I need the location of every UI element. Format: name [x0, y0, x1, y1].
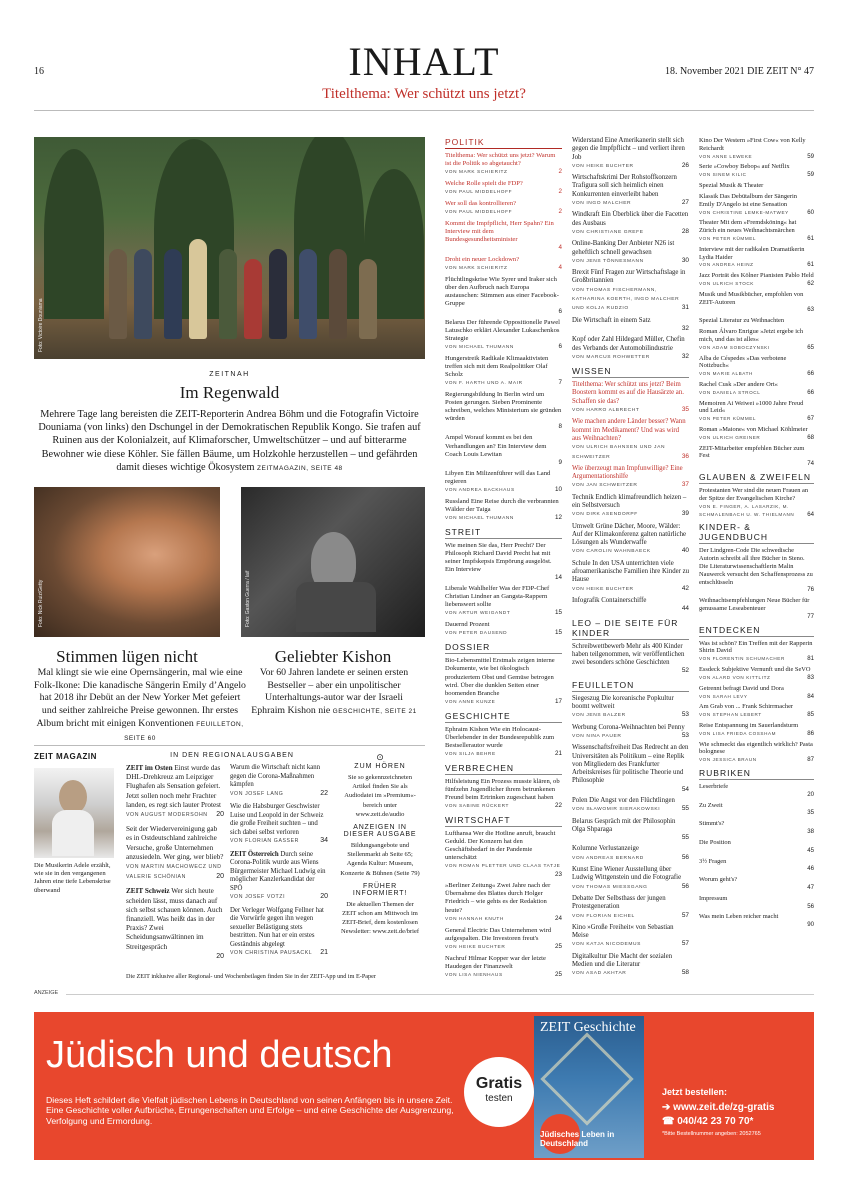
story-right-headline[interactable]: Geliebter Kishon: [274, 647, 392, 666]
phone-icon: ☎: [662, 1116, 675, 1127]
toc-section-heading: ENTDECKEN: [699, 625, 814, 637]
toc-entry[interactable]: Libyen Ein Milizenführer will das Land regieren VON ANDREA BACKHAUS 10: [445, 469, 562, 493]
toc-entry[interactable]: Widerstand Eine Amerikanerin stellt sich gegen die Impfpflicht – und verliert ihren Job VON HEIKE BUCHTER 26: [572, 137, 689, 169]
toc-entry[interactable]: Kino »Große Freiheit« von Sebastian Meise VON KATJA NICODEMUS 57: [572, 923, 689, 948]
ad-title: Jüdisch und deutsch: [46, 1034, 393, 1076]
toc-entry[interactable]: Siegeszug Die koreanische Popkultur boomt weltweit VON JENS BALZER 53: [572, 694, 689, 719]
toc-entry[interactable]: Flüchtlingskrise Wie Syrer und Iraker sich über den Aufbruch nach Europa austauschen: Stimmen aus einer Facebook-Gruppe 6: [445, 275, 562, 315]
ad-text: Dieses Heft schildert die Vielfalt jüdischen Lebens in Deutschland von seinen Anfängen bis in unsere Zeit. Eine Geschichte voller Aufbrüche, Errungenschaften und Erfolge – und eine Geschichte der Ausgrenzung, Verfolgung und Ermordung.: [46, 1095, 454, 1126]
toc-entry[interactable]: Am Grab von ... Frank Schirrmacher VON STEPHAN LEBERT 85: [699, 703, 814, 719]
toc-entry[interactable]: Spezial Literatur zu Weihnachten: [699, 317, 785, 325]
order-url[interactable]: ➔ www.zeit.de/zg-gratis: [662, 1102, 775, 1113]
toc-entry[interactable]: Roman »Maione« von Michael Köhlmeier VON ULRICH GREINER 68: [699, 426, 814, 441]
toc-entry[interactable]: Technik Endlich klimafreundlich heizen – ein Selbstversuch VON DIRK ASENDORPF 39: [572, 493, 689, 518]
toc-entry[interactable]: Wie schmeckt das eigentlich wirklich? Pasta bolognese VON JESSICA BRAUN 87: [699, 740, 814, 764]
toc-entry[interactable]: Theater Mit dem »Fremdsköning« hat Zürich ein neues Weihnachtsmärchen VON PETER KÜMMEL 61: [699, 219, 814, 242]
toc-entry[interactable]: Russland Eine Reise durch die verbrannten Wälder der Taiga VON MICHAEL THUMANN 12: [445, 497, 562, 521]
regional-col1: [126, 764, 224, 966]
toc-section-heading: LEO – DIE SEITE FÜR KINDER: [572, 618, 689, 640]
toc-section-heading: GLAUBEN & ZWEIFELN: [699, 472, 814, 484]
toc-section-heading: DOSSIER: [445, 642, 562, 654]
toc-entry[interactable]: Serie »Cowboy Bebop« auf Netflix VON SINEM KILIC 59: [699, 163, 814, 179]
regional-col2: [230, 764, 328, 963]
toc-entry[interactable]: Online-Banking Der Anbieter N26 ist geheftlich schnell gewachsen VON JENS TÖNNESMANN 30: [572, 240, 689, 264]
toc-entry[interactable]: Was mein Leben reicher macht 90: [699, 913, 814, 929]
toc-entry[interactable]: Werbung Corona-Weihnachten bei Penny VON NINA PAUER 53: [572, 723, 689, 739]
toc-entry[interactable]: Schreibwettbewerb Mehr als 400 Kinder haben teilgenommen, wir veröffentlichen zwei besonders schöne Geschichten 52: [572, 642, 689, 675]
page-title: INHALT: [348, 39, 500, 84]
toc-section-heading: RUBRIKEN: [699, 768, 814, 780]
page-number: 16: [34, 66, 44, 77]
toc-entry[interactable]: ZEIT-Mitarbeiter empfehlen Bücher zum Fest 74: [699, 444, 814, 468]
toc-entry[interactable]: Kommt die Impfpflicht, Herr Spahn? Ein Interview mit dem Bundesgesundheitsminister 4: [445, 220, 562, 252]
toc-section-heading: GESCHICHTE: [445, 711, 562, 723]
toc-entry[interactable]: Spezial Musik & Theater: [699, 182, 764, 190]
photo-credit: Foto: Victoire Douniama: [38, 298, 44, 352]
order-phone[interactable]: ☎ 040/42 23 70 70*: [662, 1116, 754, 1127]
toc-entry[interactable]: Bio-Lebensmittel Erstmals zeigen interne Dokumente, wie bei ökologisch produziertem Obst und Gemüse betrogen wird. Über die dunklen Seiten einer boomenden Branche VON ANNE KUNZE 17: [445, 657, 562, 705]
toc-section-heading: WIRTSCHAFT: [445, 815, 562, 827]
toc-entry[interactable]: Der Lindgren-Code Die schwedische Autorin schreibt all ihre Bücher in Steno. Die Literaturwissenschaftlerin Malin Nauwerck versucht den Schaffensprozess zu entschlüsseln 76: [699, 547, 814, 594]
toc-entry[interactable]: Wirtschaftskrimi Der Rohstoffkonzern Trafigura soll sich heimlich einen Konkurrenten einverleibt haben VON INGO MALCHER 27: [572, 174, 689, 207]
toc-entry[interactable]: Wer soll das kontrollieren? VON PAUL MIDDELHOFF 2: [445, 200, 562, 216]
toc-entry[interactable]: Klassik Das Debütalbum der Sängerin Emily D'Angelo ist eine Sensation VON CHRISTINE LEMKE-MATWEY 60: [699, 192, 814, 216]
toc-entry[interactable]: Liberale Wahlhelfer Was der FDP-Chef Christian Lindner an Gangsta-Rappern liebenswert sollte VON ARTUR WEIGANDT 15: [445, 585, 562, 617]
toc-entry[interactable]: Worum geht's? 47: [699, 876, 814, 891]
toc-entry[interactable]: Regierungsbildung In Berlin wird um Posten gerungen. Sieben Prominente schreiben, welches Ministerium sie gründen würden 8: [445, 391, 562, 431]
toc-entry[interactable]: Die Wirtschaft in einem Satz 32: [572, 316, 689, 332]
toc-section-heading: VERBRECHEN: [445, 763, 562, 775]
section-rule: [34, 745, 425, 746]
order-box[interactable]: Jetzt bestellen: ➔ www.zeit.de/zg-gratis ☎ 040/42 23 70 70* *Bitte Bestellnummer angeben: 2052765: [662, 1087, 775, 1137]
toc-column-1: [445, 137, 562, 983]
toc-entry[interactable]: Leserbriefe 20: [699, 783, 814, 798]
story-right-lead: Vor 60 Jahren landete er seinen ersten Bestseller – aber ein unpolitischer Unterhaltungs-autor war der Israeli Ephraim Kishon nie GESCHICHTE, SEITE 21: [251, 667, 417, 717]
toc-entry[interactable]: Brexit Fünf Fragen zur Wirtschaftslage in Großbritannien VON THOMAS FISCHERMANN, KATHARINA KOERTH, INGO MALCHER UND KOLJA RUDZIO 31: [572, 269, 689, 312]
issue-date: 18. November 2021 DIE ZEIT N° 47: [664, 66, 814, 77]
regional-footer: Die ZEIT inklusive aller Regional- und Wochenbeilagen finden Sie in der ZEIT-App und im E-Paper: [126, 973, 376, 980]
toc-entry[interactable]: Belarus Gespräch mit der Philosophin Olga Shparaga 55: [572, 817, 689, 842]
toc-section-heading: FEUILLETON: [572, 680, 689, 692]
hero-headline[interactable]: Im Regenwald: [179, 383, 280, 402]
regional-article[interactable]: Wie die Habsburger Geschwister Luise und Leopold in der Schweiz die große Freiheit suchten – und sich dabei selbst verloren VON FLORIAN GASSER 34: [230, 803, 328, 844]
toc-entry[interactable]: Protestanten Wer sind die neuen Frauen an der Spitze der Evangelischen Kirche? VON E. FINGER, A. LASARZIK, M. SCHMALENBACH U. W. THIELMANN 64: [699, 487, 814, 518]
hero-lead: Mehrere Tage lang bereisten die ZEIT-Reporterin Andrea Böhm und die Fotografin Victoire Douniama (von links) den Dschungel in der Demokratischen Republik Kongo. Sie trafen auf Ruinen aus der Kolonialzeit, auf Klimaforscher, Umweltschützer – und auf bitterarme Bewohner wie diese Köhler. Sie fällen Bäume, um Holzkohle herzustellen – und gefährden damit dieses wichtige Ökosystem ZEITMAGAZIN, SEITE 48: [38, 409, 421, 473]
speaker-icon: ⊙: [376, 752, 384, 762]
toc-section-heading: WISSEN: [572, 366, 689, 378]
adele-photo: [34, 768, 114, 858]
toc-entry[interactable]: Stimmt's? 38: [699, 820, 814, 836]
zeitmagazin-logo: ZEIT MAGAZIN: [34, 752, 97, 761]
toc-entry[interactable]: Getrennt befragt David und Dora VON SARAH LEVY 84: [699, 684, 814, 700]
toc-entry[interactable]: Titelthema: Wer schützt uns jetzt? Warum ist die Politik so abgetaucht? VON MARK SCHIERITZ 2: [445, 152, 562, 176]
hero-kicker: ZEITNAH: [209, 371, 250, 378]
toc-entry[interactable]: »Berliner Zeitung« Zwei Jahre nach der Übernahme des Blattes durch Holger Friedrich – wie gehts es der Redaktion heute? VON HANNAH KNUTH 24: [445, 882, 562, 922]
toc-entry[interactable]: Wissenschaftsfreiheit Das Redrecht an den Universitäten als Politikum – eine Replik von Mitgliedern des Frankfurter Arbeitskreises für politische Theorie und Philosophie 54: [572, 744, 689, 793]
regional-article[interactable]: Warum die Wirtschaft nicht kann gegen die Corona-Maßnahmen kämpfen VON JOSEF LANG 22: [230, 764, 328, 797]
zeit-geschichte-cover: ZEIT Geschichte Jüdisches Leben in Deutschland: [534, 1016, 644, 1158]
toc-entry[interactable]: Nachruf Hilmar Kopper war der letzte Haudegen der Finanzwelt VON LISA NIENHAUS 25: [445, 954, 562, 978]
toc-entry[interactable]: 3½ Fragen 46: [699, 857, 814, 873]
toc-entry[interactable]: Kolumne Verlustanzeige VON ANDREAS BERNARD 56: [572, 845, 689, 861]
toc-entry[interactable]: Ephraim Kishon Wie ein Holocaust-Überlebender in der Bundesrepublik zum Bestsellerautor wurde VON SILJA BEHRE 21: [445, 725, 562, 757]
toc-entry[interactable]: Jazz Porträt des Kölner Pianisten Pablo Held VON ULRICH STOCK 62: [699, 272, 814, 287]
toc-entry[interactable]: Belarus Der führende Oppositionelle Pawel Latuschko erklärt Alexander Lukaschenkos Strategie VON MICHAEL THUMANN 6: [445, 318, 562, 350]
header-rule: [34, 110, 814, 111]
toc-entry[interactable]: Wie meinen Sie das, Herr Precht? Der Philosoph Richard David Precht hat mit seiner Impfskepsis Empörung ausgelöst. Ein Interview 14: [445, 541, 562, 582]
toc-entry[interactable]: Hungerstreik Radikale Klimaaktivisten treffen sich mit dem Realpolitiker Olaf Scholz VON F. HARTH UND A. MAIR 7: [445, 355, 562, 387]
toc-entry[interactable]: Kopf oder Zahl Hildegard Müller, Chefin des Verbands der Automobilindustrie VON MARCUS ROHWETTER 32: [572, 336, 689, 360]
toc-entry[interactable]: Reise Entspannung im Sauerlandsturm VON LISA FRIEDA COSSHAM 86: [699, 721, 814, 737]
toc-entry[interactable]: Digitalkultur Die Macht der sozialen Medien und die Literatur VON ASAD AKHTAR 58: [572, 952, 689, 977]
toc-entry[interactable]: Welche Rolle spielt die FDP? VON PAUL MIDDELHOFF 2: [445, 180, 562, 196]
regional-article[interactable]: ZEIT Österreich Durch seine Corona-Politik wurde aus Wiens Bürgermeister Michael Ludwig ein möglicher Kanzlerkandidat der SPÖ VON JOSEF VOTZI 20: [230, 850, 328, 900]
cover-topic: Titelthema: Wer schützt uns jetzt?: [322, 86, 526, 102]
toc-entry[interactable]: Essdeck Subjektive Vernunft und die SeVO VON ALARD VON KITTLITZ 83: [699, 666, 814, 681]
toc-column-2: [572, 137, 689, 982]
toc-entry[interactable]: Wie überzeugt man Impfunwillige? Eine Argumentationshilfe VON JAN SCHWEITZER 37: [572, 464, 689, 489]
toc-entry[interactable]: Was ist schön? Ein Treffen mit der Rapperin Shirin David VON FLORENTIN SCHUMACHER 81: [699, 639, 814, 663]
toc-entry[interactable]: Umwelt Grüne Dächer, Moore, Wälder: Auf der Klimakonferenz galten natürliche Lösungen als Wunderwaffe VON CAROLIN WAHNBAECK 40: [572, 522, 689, 555]
toc-entry[interactable]: Interview mit der radikalen Dramatikerin Lydia Haider VON ANDREA HEINZ 61: [699, 245, 814, 269]
regional-heading: IN DEN REGIONALAUSGABEN: [170, 752, 294, 759]
toc-section-heading: STREIT: [445, 527, 562, 539]
toc-entry[interactable]: Titelthema: Wer schützt uns jetzt? Beim Boostern kommt es auf die Hausärzte an. Schaffen sie das? VON HARRO ALBRECHT 35: [572, 381, 689, 414]
toc-entry[interactable]: Hilfsleistung Ein Prozess musste klären, ob fünfzehn Jugendlicher ihrem betrunkenen Freund beim Ertrinken zugeschaut haben VON SABINE RÜCKERT 22: [445, 777, 562, 810]
zeitmagazin-caption: Die Musikerin Adele erzählt, wie sie in den vergangenen Jahren eine tiefe Lebenskrise überwand: [34, 862, 111, 894]
toc-entry[interactable]: Kino Der Western »First Cow« von Kelly Reichardt VON ANNE LEWEKE 59: [699, 137, 814, 160]
toc-section-heading: POLITIK: [445, 137, 562, 149]
toc-entry[interactable]: Memoiren Ai Weiwei »1000 Jahre Freud und Leid« VON PETER KÜMMEL 67: [699, 399, 814, 423]
toc-entry[interactable]: Debatte Der Selbsthass der jungen Protestgeneration VON FLORIAN EICHEL 57: [572, 894, 689, 919]
listen-box: ⊙ ZUM HÖREN Sie so gekennzeichneten Artikel finden Sie als Audiodatei im »Premium«-bereich unter www.zeit.de/audio ANZEIGEN IN DIESER AUSGABE Bildungsangebote und Stellenmarkt ab Seite 65; Agenda Kultur: Museum, Konzerte & Bühnen (Seite 79) FRÜHER INFORMIERT! Die aktuellen Themen der ZEIT schon am Mittwoch im ZEIT-Brief, dem kostenlosen Newsletter: www.zeit.de/brief: [340, 752, 420, 936]
toc-entry[interactable]: Kunst Eine Wiener Ausstellung über Ludwig Wittgenstein und die Fotografie VON THOMAS MIESSGANG 56: [572, 866, 689, 890]
toc-entry[interactable]: Lufthansa Wer die Hotline anruft, braucht Geduld. Der Konzern hat den Geschäftsbedarf in der Pandemie unterschätzt VON ROMAN PLETTER UND CLAAS TATJE 23: [445, 830, 562, 879]
ad-banner[interactable]: [34, 1012, 814, 1160]
toc-entry[interactable]: Droht ein neuer Lockdown? VON MARK SCHIERITZ 4: [445, 255, 562, 271]
cursor-icon: ➔: [662, 1102, 671, 1113]
toc-entry[interactable]: General Electric Das Unternehmen wird aufgespalten. Die Investoren freut's VON HEIKE BUCHTER 25: [445, 926, 562, 950]
story-left-headline[interactable]: Stimmen lügen nicht: [56, 647, 198, 666]
toc-entry[interactable]: Impressum 56: [699, 894, 814, 910]
toc-column-3: [699, 137, 814, 932]
regional-article[interactable]: Der Verleger Wolfgang Fellner hat die Vorwürfe gegen ihn wegen sexueller Belästigung stets bestritten. Nun hat er ein erstes Geständnis abgelegt VON CHRISTINA PAUSACKL 21: [230, 906, 328, 956]
story-left-lead: Mal klingt sie wie eine Opernsängerin, mal wie eine Folk-Ikone: Die kanadische Sängerin Emily d’Angelo hat 2018 ihr Debüt an der New Yorker Met gefeiert und seither zahlreiche Preise gewonnen. Ihr erstes Album bricht mit einigen Konventionen FEUILLETON, SEITE 60: [34, 667, 246, 742]
kishon-photo: Foto: Gaston Guerra / laif: [241, 487, 425, 637]
toc-entry[interactable]: Polen Die Angst vor den Flüchtlingen VON SŁAWOMIR SIERAKOWSKI 55: [572, 797, 689, 813]
toc-entry[interactable]: Dauernd Prozent VON PETER DAUSEND 15: [445, 621, 562, 637]
regional-article[interactable]: ZEIT im Osten Einst wurde das DHL-Drehkreuz am Leipziger Flughafen als Sensation gefeiert. Jetzt sollen noch mehr Frachter landen, es regt sich lauter Protest VON AUGUST MODERSOHN 20: [126, 764, 224, 819]
hero-photo: [34, 137, 425, 359]
toc-section-heading: KINDER- & JUGENDBUCH: [699, 522, 814, 544]
toc-entry[interactable]: Musik und Musikbücher, empfohlen von ZEIT-Autoren 63: [699, 290, 814, 314]
regional-article[interactable]: ZEIT Schweiz Wer sich heute scheiden lässt, muss danach auf sich selbst schauen können. Auch finanziell. Was heißt das in der Praxis? Zwei Scheidungsanwältinnen im Streitgespräch 20: [126, 887, 224, 960]
toc-entry[interactable]: Rachel Cusk »Der andere Ort« VON DANIELA STROCL 66: [699, 380, 814, 396]
ad-label: ANZEIGE: [34, 990, 59, 996]
hero-source: ZEITMAGAZIN, SEITE 48: [257, 464, 343, 472]
toc-entry[interactable]: Alba de Céspedes »Das verbotene Notizbuch« VON MARIE ALBATH 66: [699, 354, 814, 378]
toc-entry[interactable]: Infografik Containerschiffe 44: [572, 596, 689, 613]
toc-entry[interactable]: Zu Zweit 35: [699, 801, 814, 817]
toc-entry[interactable]: Die Position 45: [699, 838, 814, 854]
toc-entry[interactable]: Weihnachtsempfehlungen Neue Bücher für genussame Leseabenteuer 77: [699, 597, 814, 620]
toc-entry[interactable]: Roman Álvaro Enrigue »Jetzt ergebe ich mich, und das ist alles« VON ADAM SOBOCZYNSKI 65: [699, 328, 814, 351]
regional-article[interactable]: Seit der Wiedervereinigung gab es in Ostdeutschland zahlreiche Versuche, große Unternehmen anzusiedeln. Wer ging, wer blieb? VON MARTIN MACHOWECZ UND VALERIE SCHÖNIAN 20: [126, 825, 224, 881]
toc-entry[interactable]: Schule In den USA unterrichten viele afroamerikanische Familien ihre Kinder zu Hause VON HEIKE BUCHTER 42: [572, 559, 690, 592]
toc-entry[interactable]: Wie machen andere Länder besser? Wann kommt im Medikament? Und was wird aus Weihnachten? VON ULRICH BAHNSEN UND JAN SCHWEITZER 36: [572, 418, 689, 460]
toc-entry[interactable]: Windkraft Ein Überblick über die Facetten des Ausbaus VON CHRISTIANE GREFE 28: [572, 211, 689, 235]
emily-dangelo-photo: Foto: Nick Ruiz/Getty: [34, 487, 220, 637]
gratis-badge[interactable]: Gratis testen: [464, 1057, 534, 1127]
toc-entry[interactable]: Ampel Worauf kommt es bei den Verhandlungen an? Ein Interview dem Coach Louis Lewitan 9: [445, 434, 562, 466]
